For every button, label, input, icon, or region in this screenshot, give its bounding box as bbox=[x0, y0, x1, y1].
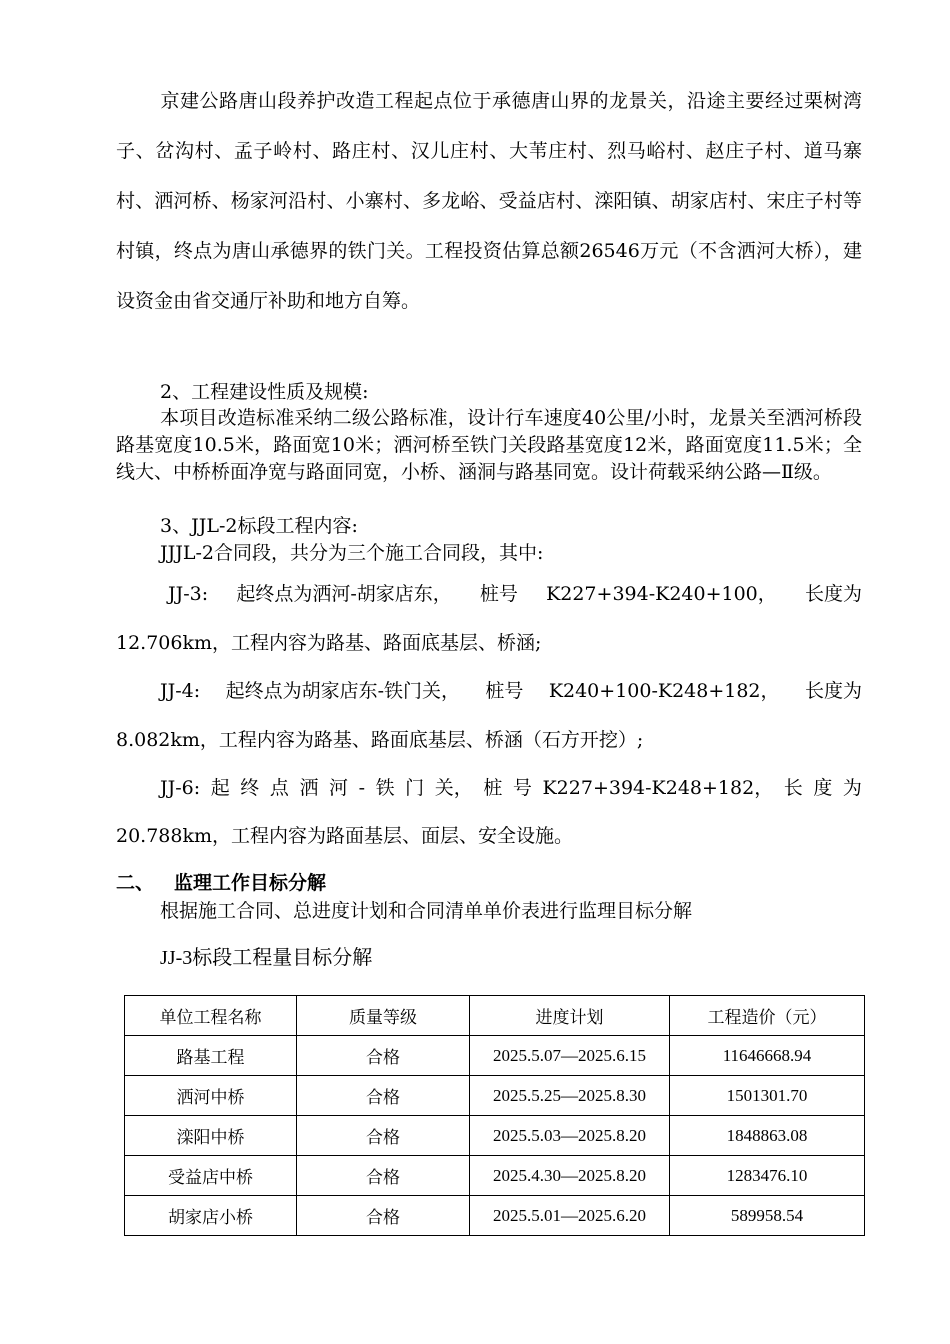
section2-title: 2、工程建设性质及规模: bbox=[160, 381, 369, 403]
table-header-cell: 进度计划 bbox=[470, 996, 670, 1036]
table-cell: 受益店中桥 bbox=[125, 1156, 297, 1196]
table-cell: 2025.5.25—2025.8.30 bbox=[470, 1076, 670, 1116]
table-cell: 11646668.94 bbox=[670, 1036, 865, 1076]
section3-subtitle: JJJL-2合同段，共分为三个施工合同段，其中: bbox=[160, 542, 544, 564]
contract-item-jj3-line2: 12.706km，工程内容为路基、路面底基层、桥涵; bbox=[116, 632, 542, 654]
table-cell: 2025.5.03—2025.8.20 bbox=[470, 1116, 670, 1156]
section2-body: 本项目改造标准采纳二级公路标准，设计行车速度40公里/小时，龙景关至洒河桥段路基宽度10.5米，路面宽10米；洒河桥至铁门关段路基宽度12米，路面宽度11.5米；全线大、中桥桥面净宽与路面同宽，小桥、涵洞与路基同宽。设计荷载采纳公路—Ⅱ级。 bbox=[116, 407, 862, 483]
section3-title: 3、JJL-2标段工程内容: bbox=[160, 515, 358, 537]
table-cell: 滦阳中桥 bbox=[125, 1116, 297, 1156]
table-row bbox=[125, 1156, 865, 1196]
table-cell: 路基工程 bbox=[125, 1036, 297, 1076]
table-header-cell: 单位工程名称 bbox=[125, 996, 297, 1036]
contract-item-jj6-line2: 20.788km，工程内容为路面基层、面层、安全设施。 bbox=[116, 825, 574, 847]
table-header-row bbox=[125, 996, 865, 1036]
table-cell: 2025.5.07—2025.6.15 bbox=[470, 1036, 670, 1076]
table-cell: 合格 bbox=[297, 1036, 470, 1076]
table-row bbox=[125, 1116, 865, 1156]
target-breakdown-table bbox=[124, 995, 865, 1236]
contract-item-jj4-line1: JJ-4: 起终点为胡家店东-铁门关， 桩号 K240+100-K248+182， 长度为 bbox=[160, 680, 862, 702]
contract-item-jj6-line1: JJ-6: 起 终 点 洒 河 - 铁 门 关， 桩 号 K227+394-K248+182， 长 度 为 bbox=[160, 777, 862, 799]
table-header-cell: 质量等级 bbox=[297, 996, 470, 1036]
table-caption: JJ-3标段工程量目标分解 bbox=[160, 947, 373, 969]
table-cell: 2025.5.01—2025.6.20 bbox=[470, 1196, 670, 1236]
table-cell: 合格 bbox=[297, 1076, 470, 1116]
part2-body: 根据施工合同、总进度计划和合同清单单价表进行监理目标分解 bbox=[160, 900, 693, 922]
table-row bbox=[125, 1076, 865, 1116]
part2-heading: 二、 监理工作目标分解 bbox=[116, 872, 327, 894]
table-cell: 1848863.08 bbox=[670, 1116, 865, 1156]
table-cell: 1501301.70 bbox=[670, 1076, 865, 1116]
table-header-cell: 工程造价（元） bbox=[670, 996, 865, 1036]
contract-item-jj3-line1: JJ-3: 起终点为洒河-胡家店东， 桩号 K227+394-K240+100， 长度为 bbox=[168, 583, 862, 605]
table-cell: 2025.4.30—2025.8.20 bbox=[470, 1156, 670, 1196]
table-cell: 合格 bbox=[297, 1196, 470, 1236]
table-cell: 洒河中桥 bbox=[125, 1076, 297, 1116]
contract-item-jj4-line2: 8.082km，工程内容为路基、路面底基层、桥涵（石方开挖）; bbox=[116, 729, 644, 751]
table-cell: 1283476.10 bbox=[670, 1156, 865, 1196]
table-cell: 589958.54 bbox=[670, 1196, 865, 1236]
table-row bbox=[125, 1196, 865, 1236]
table-cell: 合格 bbox=[297, 1116, 470, 1156]
table-cell: 胡家店小桥 bbox=[125, 1196, 297, 1236]
table-row bbox=[125, 1036, 865, 1076]
table-cell: 合格 bbox=[297, 1156, 470, 1196]
intro-paragraph: 京建公路唐山段养护改造工程起点位于承德唐山界的龙景关，沿途主要经过栗树湾子、岔沟村、孟子岭村、路庄村、汉儿庄村、大苇庄村、烈马峪村、赵庄子村、道马寨村、洒河桥、杨家河沿村、小寨村、多龙峪、受益店村、滦阳镇、胡家店村、宋庄子村等村镇，终点为唐山承德界的铁门关。工程投资估算总额26546万元（不含洒河大桥），建设资金由省交通厅补助和地方自筹。 bbox=[116, 90, 862, 312]
